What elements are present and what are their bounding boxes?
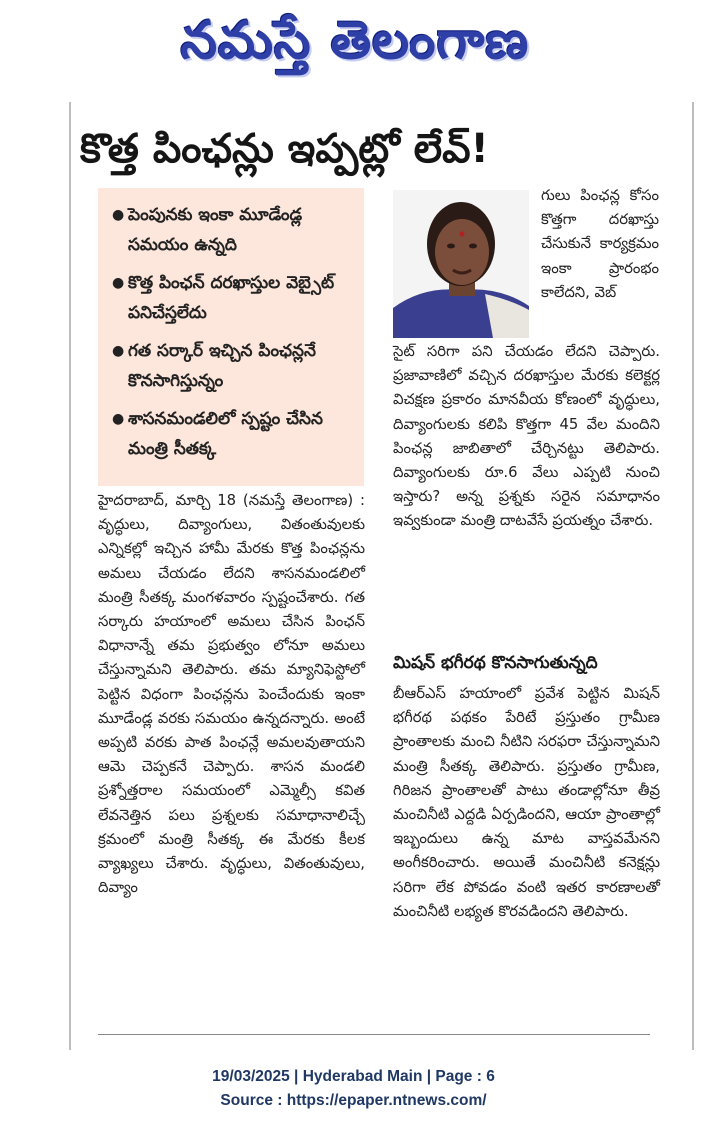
highlight-item [112, 336, 354, 396]
article-column-top-right [541, 184, 659, 305]
article-subheading: మిషన్ భగీరథ కొనసాగుతున్నది [393, 653, 598, 673]
bullet-icon: ● [112, 343, 125, 359]
highlight-text: శాసనమండలిలో స్పష్టం చేసిన మంత్రి సీతక్క [128, 409, 323, 459]
article-column-middle-lower [393, 682, 660, 924]
highlight-text: గత సర్కార్ ఇచ్చిన పింఛన్లనే కొనసాగిస్తున్నం [128, 341, 316, 391]
highlight-item [112, 404, 354, 464]
article-paragraph: బీఆర్ఎస్ హయాంలో ప్రవేశ పెట్టిన మిషన్ భగీరథ పథకం పేరిటే ప్రస్తుతం గ్రామీణ ప్రాంతాలకు మంచి నీటిని సరఫరా చేస్తున్నామని మంత్రి సీతక్క తెలిపారు. ప్రస్తుతం గ్రామీణ, గిరిజన ప్రాంతాలతో పాటు తండాల్లోనూ తీవ్ర మంచినీటి ఎద్దడి ఏర్పడిందని, ఆయా ప్రాంతాల్లో ఇబ్బందులు ఉన్న మాట వాస్తవమేనని అంగీకరించారు. అయితే మంచినీటి కనెక్షన్లు సరిగా లేక పోవడం వంటి ఇతర కారణాలతో మంచినీటి లభ్యత కొరవడిందని తెలిపారు. [393, 685, 660, 920]
highlights-box [98, 188, 364, 486]
bullet-icon: ● [112, 275, 125, 291]
highlight-item [112, 200, 354, 260]
portrait-image [393, 190, 529, 338]
article-paragraph: హైదరాబాద్, మార్చి 18 (నమస్తే తెలంగాణ) : వృద్ధులు, దివ్యాంగులు, వితంతువులకు ఎన్నికల్లో ఇచ్చిన హామీ మేరకు కొత్త పింఛన్లను అమలు చేయడం లేదని శాసనమండలిలో మంత్రి సీతక్క మంగళవారం స్పష్టంచేశారు. గత సర్కారు హయాంలో అమలు చేసిన పింఛన్ విధానాన్నే తమ ప్రభుత్వం లోనూ అమలు చేస్తున్నామని తెలిపారు. తమ మ్యానిఫెస్టోలో పెట్టిన విధంగా పింఛన్లను పెంచేందుకు ఇంకా మూడేండ్ల వరకు సమయం ఉన్నదన్నారు. అంటే అప్పటి వరకు పాత పింఛన్లే అమలవుతాయని ఆమె చెప్పకనే చెప్పారు. శాసన మండలి ప్రశ్నోత్తరాల సమయంలో ఎమ్మెల్సీ కవిత లేవనెత్తిన పలు ప్రశ్నలకు సమాధానాలిచ్చే క్రమంలో మంత్రి సీతక్క ఈ మేరకు కీలక వ్యాఖ్యలు చేశారు. వృద్ధులు, వితంతువులు, దివ్యాం [98, 492, 365, 897]
article-paragraph: సైట్ సరిగా పని చేయడం లేదని చెప్పారు. ప్రజావాణిలో వచ్చిన దరఖాస్తుల మేరకు కలెక్టర్ల విచక్షణ ప్రకారం మానవీయ కోణంలో వృద్ధులు, దివ్యాంగులకు కలిపి కొత్తగా 45 వేల మందిని పింఛన్ల జాబితాలో చేర్చినట్టు తెలిపారు. దివ్యాంగులకు రూ.6 వేలు ఎప్పటి నుంచి ఇస్తారు? అన్న ప్రశ్నకు సరైన సమాధానం ఇవ్వకుండా మంత్రి దాటవేసే ప్రయత్నం చేశారు. [393, 343, 660, 530]
highlight-text: పెంపునకు ఇంకా మూడేండ్ల సమయం ఉన్నది [128, 205, 303, 255]
article-paragraph: గులు పింఛన్ల కోసం కొత్తగా దరఖాస్తు చేసుకునే కార్యక్రమం ఇంకా ప్రారంభం కాలేదని, వెబ్ [541, 187, 659, 301]
highlight-item [112, 268, 354, 328]
article-column-middle [393, 340, 660, 534]
bullet-icon: ● [112, 207, 125, 223]
highlight-text: కొత్త పింఛన్ దరఖాస్తుల వెబ్సైట్ పనిచేస్తలేదు [128, 273, 335, 323]
article-column-left [98, 489, 365, 900]
bottom-rule [98, 1034, 650, 1035]
left-column-rule [69, 102, 71, 1050]
source-link[interactable]: Source : https://epaper.ntnews.com/ [220, 1092, 487, 1109]
minister-photo [393, 190, 529, 338]
newspaper-masthead: నమస్తే తెలంగాణ [180, 10, 530, 71]
edition-info: 19/03/2025 | Hyderabad Main | Page : 6 [212, 1068, 495, 1085]
bullet-icon: ● [112, 411, 125, 427]
right-column-rule [692, 102, 694, 1050]
article-headline: కొత్త పింఛన్లు ఇప్పట్లో లేవ్! [80, 126, 489, 172]
